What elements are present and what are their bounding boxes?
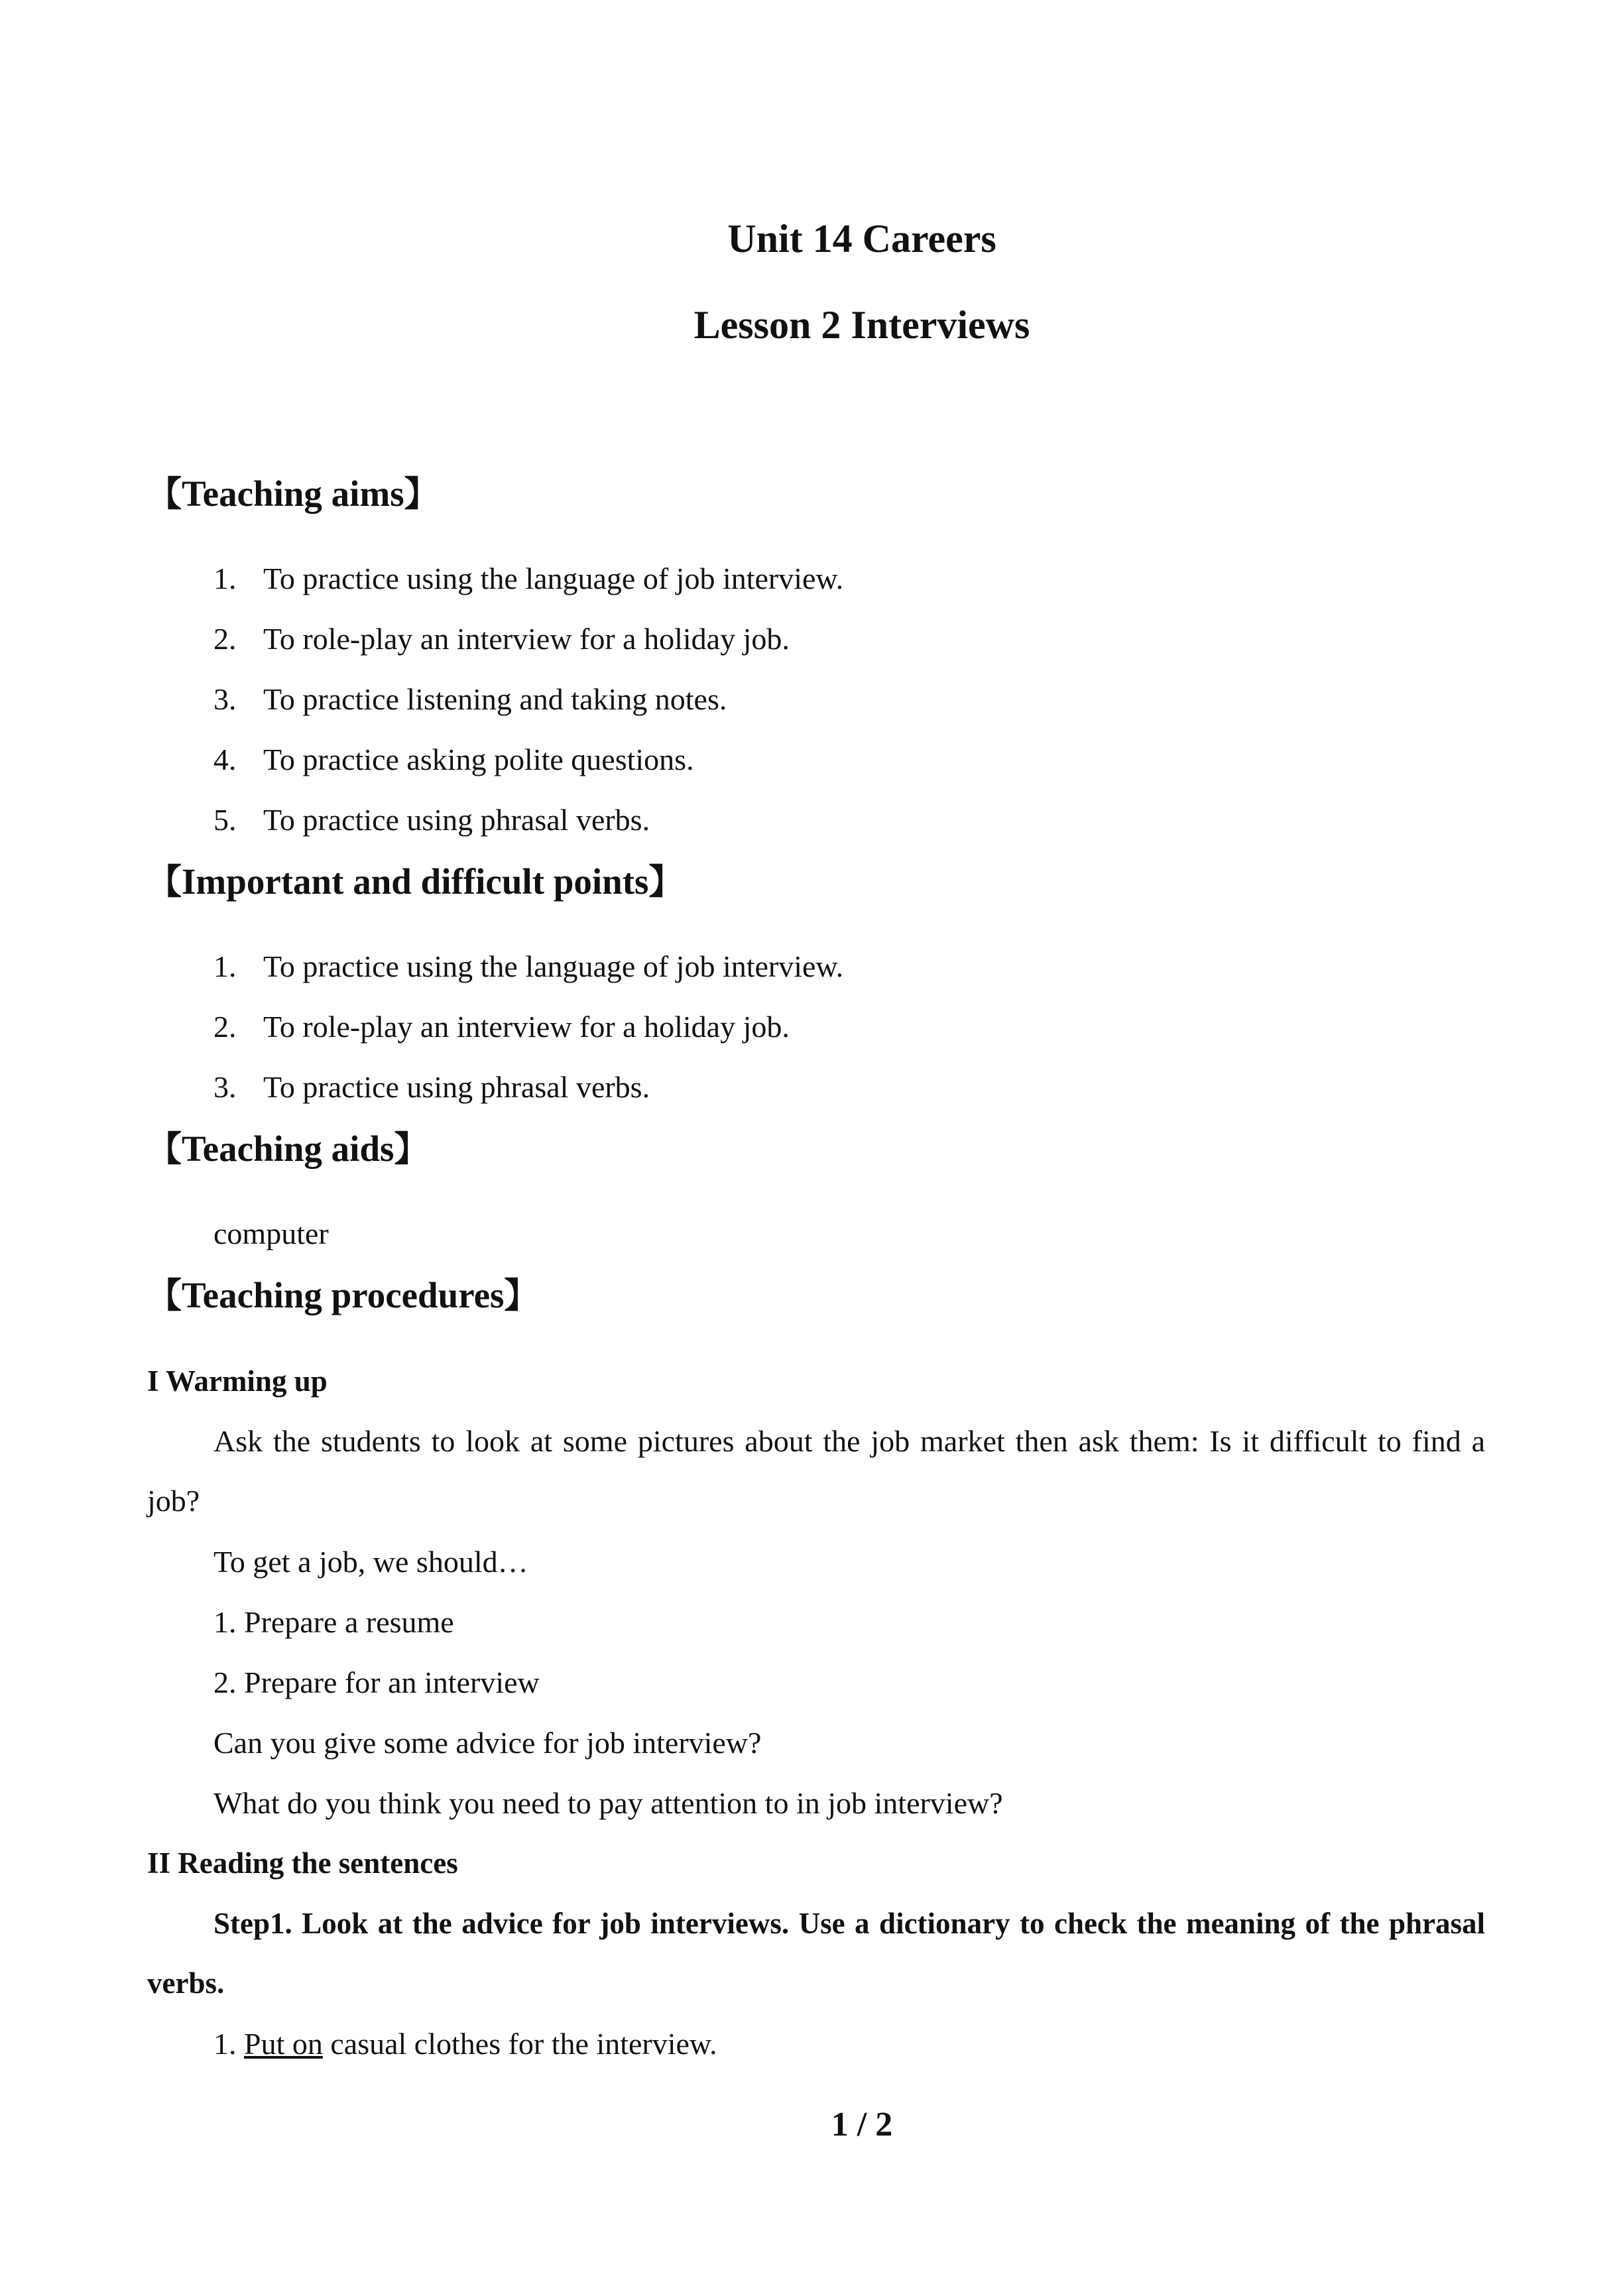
list-item: 3. To practice listening and taking notes. xyxy=(213,682,727,716)
document-title: Unit 14 Careers xyxy=(727,217,996,261)
list-item: 1. To practice using the language of job interview. xyxy=(213,949,844,983)
list-item: 3. To practice using phrasal verbs. xyxy=(213,1070,650,1104)
sub-heading-reading: II Reading the sentences xyxy=(147,1846,458,1880)
section-heading-important-points: 【Important and difficult points】 xyxy=(147,861,684,902)
reading-item-1: 1. Put on casual clothes for the interview. xyxy=(213,2027,717,2061)
list-item: 2. To role-play an interview for a holiday job. xyxy=(213,622,790,656)
list-item: 5. To practice using phrasal verbs. xyxy=(213,803,650,837)
warming-up-line: 2. Prepare for an interview xyxy=(213,1665,540,1699)
list-item: 4. To practice asking polite questions. xyxy=(213,743,694,776)
list-item: 1. To practice using the language of job interview. xyxy=(213,562,844,595)
sub-heading-warming-up: I Warming up xyxy=(147,1364,328,1398)
warming-up-line: To get a job, we should… xyxy=(213,1545,528,1579)
section-heading-teaching-aims: 【Teaching aims】 xyxy=(147,473,439,514)
step1-instruction: Step1. Look at the advice for job interviews. Use a dictionary to check the meaning of the phrasal verbs. xyxy=(147,1907,1485,2000)
phrasal-verb: Put on xyxy=(244,2027,323,2061)
document-subtitle: Lesson 2 Interviews xyxy=(693,303,1030,347)
page-number: 1 / 2 xyxy=(831,2106,893,2144)
warming-up-line: Can you give some advice for job interview? xyxy=(213,1726,762,1760)
section-heading-teaching-procedures: 【Teaching procedures】 xyxy=(147,1275,539,1316)
section-heading-teaching-aids: 【Teaching aids】 xyxy=(147,1128,429,1170)
warming-up-paragraph: Ask the students to look at some pictures about the job market then ask them: Is it difficult to find a job? xyxy=(147,1424,1485,1518)
list-item: 2. To role-play an interview for a holiday job. xyxy=(213,1010,790,1044)
teaching-aids-text: computer xyxy=(213,1217,329,1250)
warming-up-line: What do you think you need to pay attention to in job interview? xyxy=(213,1786,1003,1820)
warming-up-line: 1. Prepare a resume xyxy=(213,1605,454,1639)
